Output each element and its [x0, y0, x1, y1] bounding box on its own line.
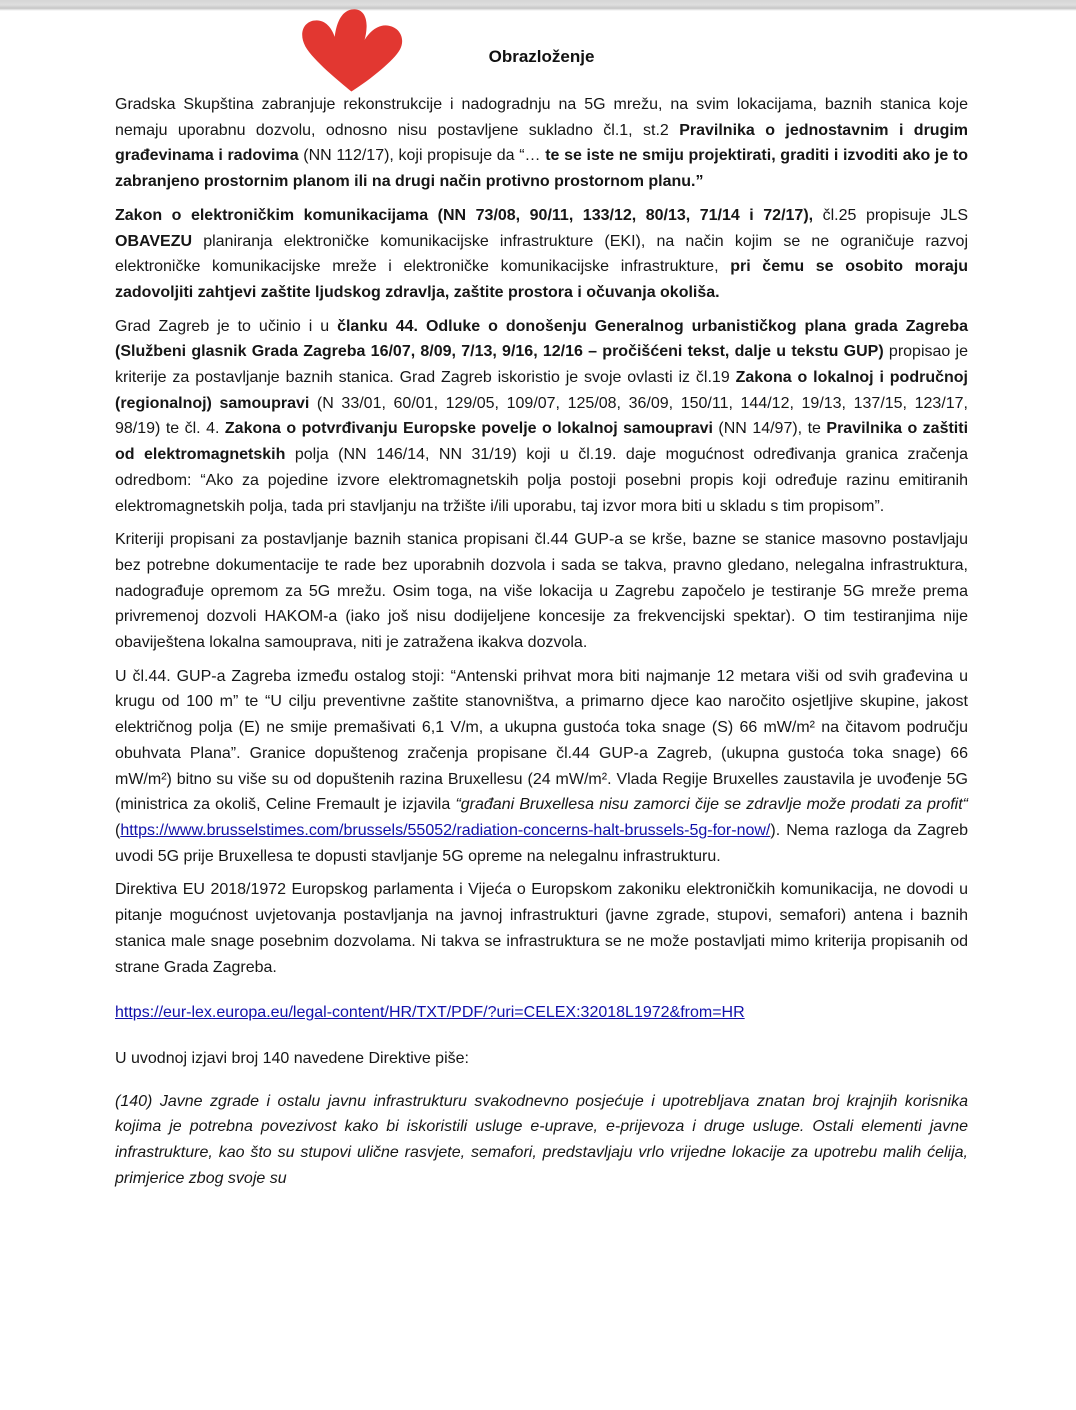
- text-run-bold: Zakon o elektroničkim komunikacijama (NN 73/08, 90/11, 133/12, 80/13, 71/14 i 72/17),: [115, 206, 814, 224]
- text-run: planiranja elektroničke komunikacijske infrastrukture (EKI), na način kojim se ne ograničuje razvoj elektroničke komunikacijske mreže i elektroničke komunikacijske infrastrukture,: [115, 232, 968, 276]
- text-run-bold: OBAVEZU: [115, 232, 193, 250]
- text-run: Gradska Skupština zabranjuje rekonstrukcije i nadogradnju na 5G mrežu, na svim lokacijama, baznih stanica koje nemaju uporabnu dozvolu, odnosno nisu postavljene sukladno čl.1, st.2: [115, 96, 968, 139]
- paragraph-grad-zagreb-gup: [115, 314, 968, 520]
- text-run-bold: Pravilnika o zaštiti od elektromagnetskih: [115, 420, 969, 464]
- paragraph-cl44-bruxelles: [115, 664, 968, 870]
- text-run-bold: Zakona o lokalnoj i područnoj (regionalnoj) samoupravi: [115, 369, 968, 412]
- paragraph-140-citat: [115, 1089, 968, 1192]
- text-run-italic: “građani Bruxellesa nisu zamorci čije se zdravlje može prodati za profit“: [455, 796, 968, 814]
- paragraph-direktiva-eu: [115, 877, 968, 980]
- text-run: polja (NN 146/14, NN 31/19) koji u čl.19. daje mogućnost određivanja granica zračenja odredbom: “Ako za pojedine izvore elektromagnetskih polja postoji posebni propis koji određuje razinu emitiranih elektromagnetskih polja, tada pri stavljanju na tržište i/ili uporabu, taj izvor mora biti u skladu s tim propisom”.: [115, 446, 969, 515]
- text-run-bold: članku 44. Odluke o donošenju Generalnog urbanističkog plana grada Zagreba (Službeni glasnik Grada Zagreba 16/07, 8/09, 7/13, 9/16, 12/16 – pročišćeni tekst, dalje u tekstu GUP): [115, 317, 968, 361]
- paragraph-kriteriji: [115, 527, 968, 656]
- paragraph-zakon-o-elektronickim: [115, 203, 968, 306]
- page-title: Obrazloženje: [488, 47, 595, 66]
- text-run-bold: pri čemu se osobito moraju zadovoljiti zahtjevi zaštite ljudskog zdravlja, zaštite prostora i očuvanja okoliša.: [115, 258, 968, 301]
- text-run: Grad Zagreb je to učinio i u: [115, 317, 338, 335]
- paragraph-gradska-skupstina: [115, 92, 968, 195]
- text-run: propisao je kriterije za postavljanje baznih stanica. Grad Zagreb iskoristio je svoje ovlasti iz čl.19: [115, 343, 968, 387]
- text-run: U uvodnoj izjavi broj 140 navedene Direktive piše:: [115, 1049, 469, 1067]
- document-body: [115, 0, 968, 1199]
- text-run-bold: Pravilnika o jednostavnim i drugim građevinama i radovima: [115, 121, 969, 165]
- text-run: (NN 112/17), koji propisuje da “…: [298, 147, 546, 165]
- text-run-bold: te se iste ne smiju projektirati, graditi i izvoditi ako je to zabranjeno prostornim planom ili na drugi način protivno prostornom planu.”: [115, 147, 969, 191]
- text-run: (N 33/01, 60/01, 129/05, 109/07, 125/08, 36/09, 150/11, 144/12, 19/13, 137/15, 123/17, 98/19) te čl. 4.: [115, 394, 969, 438]
- paragraph-uvodna-izjava: [115, 1046, 968, 1072]
- text-run-bold: Zakona o potvrđivanju Europske povelje o lokalnoj samoupravi: [224, 420, 713, 438]
- text-run: Direktiva EU 2018/1972 Europskog parlamenta i Vijeća o Europskom zakoniku elektroničkih komunikacija, ne dovodi u pitanje mogućnost uvjetovanja postavljanja na javnoj infrastrukturi (javne zgrade, stupovi, semafori) antena i baznih stanica male snage posebnim dozvolama. Ni takva se infrastruktura se ne može postavljati mimo kriterija propisanih od strane Grada Zagreba.: [115, 881, 968, 976]
- text-run: čl.25 propisuje JLS: [813, 206, 968, 224]
- eurlex-link[interactable]: https://eur-lex.europa.eu/legal-content/HR/TXT/PDF/?uri=CELEX:32018L1972&from=HR: [115, 1004, 745, 1022]
- text-run: (: [115, 821, 121, 839]
- text-run: Kriteriji propisani za postavljanje baznih stanica propisani čl.44 GUP-a se krše, bazne se stanice masovno postavljaju bez potrebne dokumentacije te rade bez uporabnih dozvola i sada se takva, pravno gledano, nelegalna infrastruktura, nadograđuje opremom za 5G mrežu. Osim toga, na više lokacija u Zagrebu započelo je testiranje 5G mreže prema privremenoj dozvoli HAKOM-a (iako još nisu dodijeljene koncesije za frekvencijski spektar). O tim testiranjima nije obaviještena lokalna samouprava, niti je zatražena ikakva dozvola.: [115, 531, 968, 652]
- text-run: (NN 14/97), te: [712, 420, 827, 438]
- text-run: ). Nema razloga da Zagreb uvodi 5G prije Bruxellesa te dopusti stavljanje 5G opreme na nelegalnu infrastrukturu.: [115, 821, 968, 865]
- brusselstimes-link[interactable]: https://www.brusselstimes.com/brussels/55052/radiation-concerns-halt-brussels-5g-for-now/: [120, 821, 771, 839]
- text-run: U čl.44. GUP-a Zagreba između ostalog stoji: “Antenski prihvat mora biti najmanje 12 metara viši od svih građevina u krugu od 100 m” te “U cilju preventivne zaštite stanovništva, a primarno djece kao naročito osjetljive skupine, jakost električnog polja (E) ne smije premašivati 6,1 V/m, a ukupna gustoća toka snage (S) 66 mW/m² na čitavom području obuhvata Plana”. Granice dopuštenog zračenja propisane čl.44 GUP-a Zagreb, (ukupna gustoća toka snage) 66 mW/m²) bitno su više su od dopuštenih razina Bruxellesu (24 mW/m². Vlada Regije Bruxelles zaustavila je uvođenje 5G (ministrica za okoliš, Celine Fremault je izjavila: [115, 667, 968, 814]
- paragraph-eurlex-link: [115, 1000, 968, 1026]
- text-run-italic: (140) Javne zgrade i ostalu javnu infrastrukturu svakodnevno posjećuje i upotrebljava znatan broj krajnjih korisnika kojima je potrebna povezivost kako bi iskoristili usluge e-uprave, e-prijevoza i druge usluge. Ostali elementi javne infrastrukture, kao što su stupovi ulične rasvjete, semafori, predstavljaju vrlo vrijedne lokacije za upotrebu malih ćelija, primjerice zbog svoje su: [115, 1092, 968, 1187]
